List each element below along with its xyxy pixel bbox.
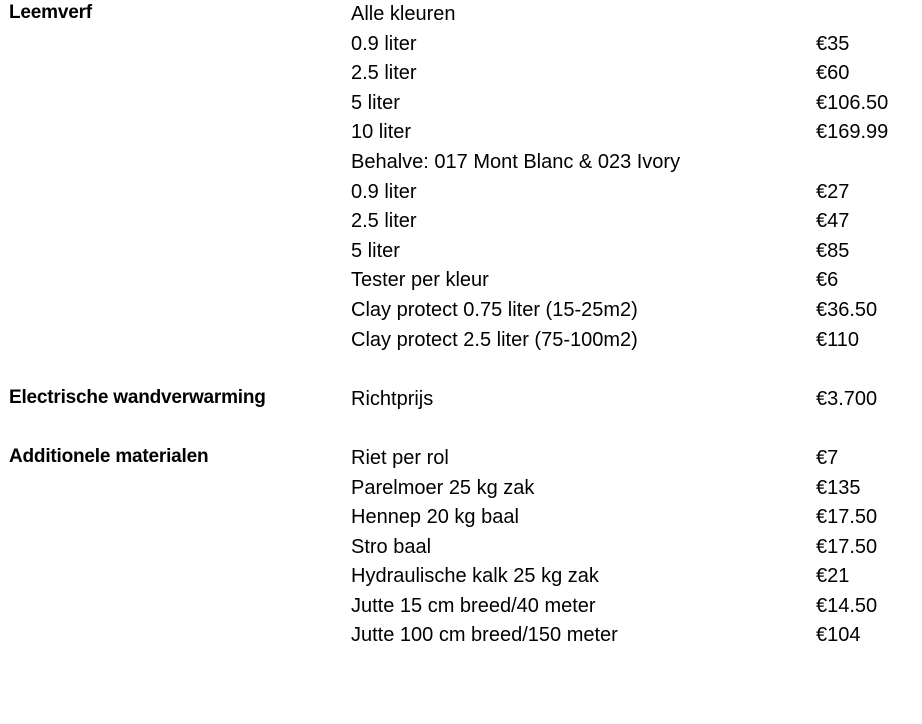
price-value: €17.50 <box>816 535 878 558</box>
price-value: €169.99 <box>816 121 889 144</box>
item-label: Jutte 100 cm breed/150 meter <box>351 624 618 647</box>
item-label: Clay protect 0.75 liter (15-25m2) <box>351 298 638 321</box>
price-value: €21 <box>816 565 850 588</box>
price-value: €6 <box>816 269 839 292</box>
item-label: Parelmoer 25 kg zak <box>351 476 535 499</box>
price-row <box>0 148 922 178</box>
price-row <box>0 118 922 148</box>
price-value: €27 <box>816 180 850 203</box>
item-label: 10 liter <box>351 121 412 144</box>
price-value: €7 <box>816 446 839 469</box>
item-label: Hydraulische kalk 25 kg zak <box>351 565 599 588</box>
price-value: €14.50 <box>816 594 878 617</box>
price-value: €104 <box>816 624 861 647</box>
category-label: Leemverf <box>9 2 92 23</box>
item-label: Clay protect 2.5 liter (75-100m2) <box>351 328 638 351</box>
price-value: €60 <box>816 62 850 85</box>
price-row <box>0 266 922 296</box>
price-value: €85 <box>816 239 850 262</box>
item-label: 2.5 liter <box>351 62 417 85</box>
item-label: 5 liter <box>351 239 400 262</box>
price-row <box>0 326 922 356</box>
price-value: €110 <box>816 328 860 351</box>
item-label: 0.9 liter <box>351 32 417 55</box>
price-row <box>0 474 922 504</box>
price-row <box>0 59 922 89</box>
price-row <box>0 207 922 237</box>
category-label: Additionele materialen <box>9 445 209 467</box>
item-label: 5 liter <box>351 91 400 114</box>
price-row <box>0 296 922 326</box>
price-value: €47 <box>816 210 850 233</box>
price-value: €35 <box>816 32 850 55</box>
price-row <box>0 503 922 533</box>
category-label: Electrische wandverwarming <box>9 386 266 408</box>
item-label: Richtprijs <box>351 387 434 410</box>
item-label: Jutte 15 cm breed/40 meter <box>351 594 596 617</box>
price-row <box>0 592 922 622</box>
section-spacer <box>0 414 922 444</box>
price-row <box>0 385 922 415</box>
item-label: Behalve: 017 Mont Blanc & 023 Ivory <box>351 150 681 173</box>
section-additionele-materialen <box>0 444 922 651</box>
price-value: €135 <box>816 476 861 499</box>
price-row <box>0 444 922 474</box>
section-spacer <box>0 355 922 385</box>
price-row <box>0 30 922 60</box>
price-row <box>0 237 922 267</box>
price-row <box>0 562 922 592</box>
item-label: Hennep 20 kg baal <box>351 506 519 529</box>
price-row <box>0 178 922 208</box>
section-electrische-wandverwarming <box>0 385 922 415</box>
price-value: €106.50 <box>816 91 889 114</box>
price-value: €3.700 <box>816 387 878 410</box>
price-value: €17.50 <box>816 506 878 529</box>
price-value: €36.50 <box>816 298 878 321</box>
item-label: Alle kleuren <box>351 3 456 25</box>
item-label: 2.5 liter <box>351 210 417 233</box>
item-label: Stro baal <box>351 535 432 558</box>
price-row <box>0 533 922 563</box>
price-row <box>0 89 922 119</box>
item-label: Tester per kleur <box>351 269 489 292</box>
item-label: 0.9 liter <box>351 180 417 203</box>
item-label: Riet per rol <box>351 446 449 469</box>
price-row <box>0 0 922 30</box>
price-row <box>0 621 922 651</box>
section-leemverf <box>0 0 922 355</box>
